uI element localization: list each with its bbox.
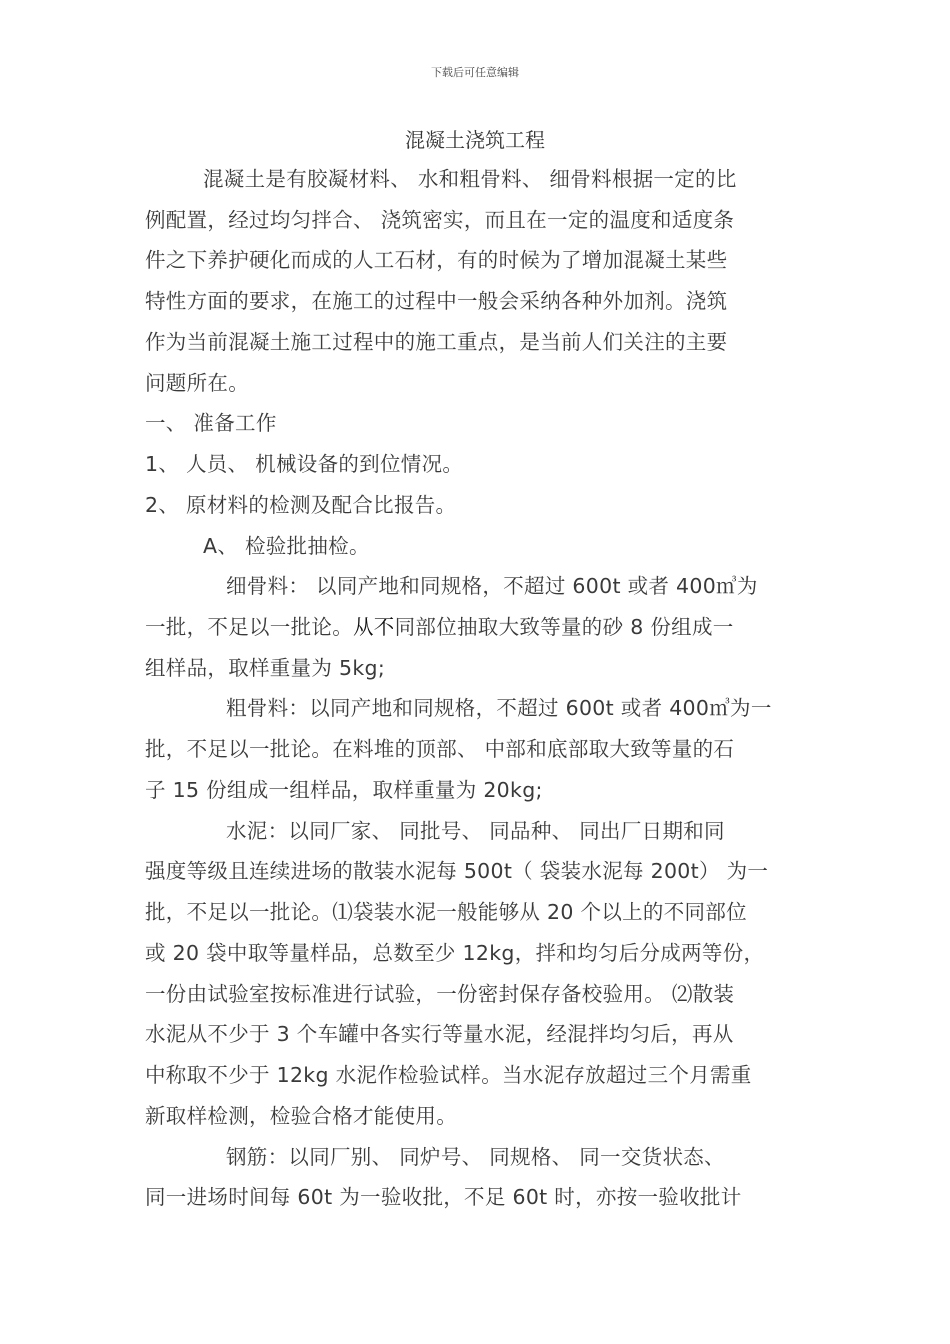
body-line: 强度等级且连续进场的散装水泥每 500t（ 袋装水泥每 200t） 为一 (145, 859, 769, 883)
body-line: 作为当前混凝土施工过程中的施工重点，是当前人们关注的主要 (145, 330, 728, 354)
body-line (145, 612, 810, 642)
text-span: 同部位抽取大致等量的砂 8 份组成一 (394, 615, 734, 639)
body-line: 批，不足以一批论。⑴袋装水泥一般能够从 20 个以上的不同部位 (145, 900, 747, 924)
body-line: 粗骨料：以同产地和同规格，不超过 600t 或者 400㎥为一 (226, 696, 772, 720)
body-line: 同一进场时间每 60t 为一验收批，不足 60t 时，亦按一验收批计 (145, 1185, 742, 1209)
list-item: 1、 人员、 机械设备的到位情况。 (145, 452, 464, 476)
document-title: 混凝土浇筑工程 (405, 128, 545, 152)
body-line: 或 20 袋中取等量样品，总数至少 12kg，拌和均匀后分成两等份， (145, 941, 765, 965)
body-line: 问题所在。 (145, 371, 249, 395)
list-item: 2、 原材料的检测及配合比报告。 (145, 493, 457, 517)
body-line: 水泥从不少于 3 个车罐中各实行等量水泥，经混拌均匀后，再从 (145, 1022, 734, 1046)
body-line: 细骨料： 以同产地和同规格，不超过 600t 或者 400㎥为 (226, 574, 758, 598)
body-line: 混凝土是有胶凝材料、 水和粗骨料、 细骨料根据一定的比 (203, 167, 737, 191)
sub-heading: A、 检验批抽检。 (203, 534, 370, 558)
body-line: 批，不足以一批论。在料堆的顶部、 中部和底部取大致等量的石 (145, 737, 735, 761)
text-span: 一批，不足以一批论。 (145, 615, 353, 639)
body-line: 组样品，取样重量为 5kg; (145, 656, 386, 680)
body-line: 中称取不少于 12kg 水泥作检验试样。当水泥存放超过三个月需重 (145, 1063, 752, 1087)
body-line: 例配置，经过均匀拌合、 浇筑密实，而且在一定的温度和适度条 (145, 208, 735, 232)
body-line: 水泥：以同厂家、 同批号、 同品种、 同出厂日期和同 (226, 819, 725, 843)
body-line: 一份由试验室按标准进行试验，一份密封保存备校验用。 ⑵散装 (145, 982, 735, 1006)
body-line: 新取样检测，检验合格才能使用。 (145, 1104, 457, 1128)
section-heading: 一、 准备工作 (145, 411, 277, 435)
body-line: 子 15 份组成一组样品，取样重量为 20kg; (145, 778, 543, 802)
page-header-note: 下载后可任意编辑 (431, 66, 519, 79)
text-span: 从不 (353, 615, 395, 639)
body-line: 件之下养护硬化而成的人工石材，有的时候为了增加混凝土某些 (145, 248, 728, 272)
body-line: 钢筋：以同厂别、 同炉号、 同规格、 同一交货状态、 (226, 1145, 725, 1169)
body-line: 特性方面的要求，在施工的过程中一般会采纳各种外加剂。浇筑 (145, 289, 728, 313)
